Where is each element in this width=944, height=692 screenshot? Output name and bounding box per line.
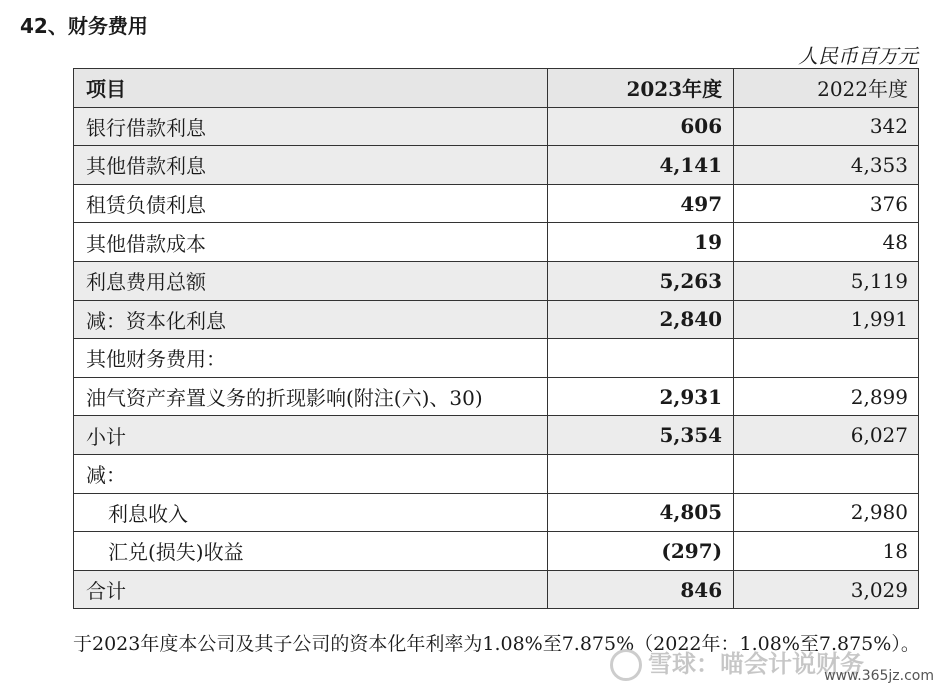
- table-row: [74, 493, 919, 532]
- row-label: 租赁负债利息: [74, 184, 548, 223]
- watermark-text: 雪球：喵会计说财务: [648, 650, 864, 678]
- table-row: [74, 261, 919, 300]
- value-2022: 2,899: [734, 377, 919, 416]
- header-2022: 2022年度: [734, 69, 919, 108]
- row-label: 利息费用总额: [74, 261, 548, 300]
- table-row: [74, 146, 919, 185]
- value-2022: 18: [734, 532, 919, 571]
- value-2022: 376: [734, 184, 919, 223]
- currency-unit: 人民币百万元: [798, 44, 918, 68]
- value-2022: 48: [734, 223, 919, 262]
- value-2022: 6,027: [734, 416, 919, 455]
- table-row: [74, 184, 919, 223]
- row-label: 小计: [74, 416, 548, 455]
- header-item: 项目: [74, 69, 548, 108]
- table-row: [74, 416, 919, 455]
- table-row: [74, 532, 919, 571]
- site-url: www.365jz.com: [824, 668, 934, 684]
- row-label: 其他借款成本: [74, 223, 548, 262]
- table-row: [74, 107, 919, 146]
- value-2022: 2,980: [734, 493, 919, 532]
- footnote: 于2023年度本公司及其子公司的资本化年利率为1.08%至7.875%（2022年：1.08%至7.875%）。: [73, 633, 920, 655]
- table-row: [74, 300, 919, 339]
- value-2023: 4,141: [547, 146, 733, 185]
- value-2023: 5,354: [547, 416, 733, 455]
- table-row: [74, 339, 919, 378]
- value-2022: [734, 454, 919, 493]
- row-label: 汇兑(损失)收益: [74, 532, 548, 571]
- value-2022: [734, 339, 919, 378]
- value-2023: 4,805: [547, 493, 733, 532]
- value-2023: 497: [547, 184, 733, 223]
- table-row: [74, 377, 919, 416]
- value-2023: [547, 339, 733, 378]
- snowball-logo-icon: [610, 649, 642, 681]
- row-label: 利息收入: [74, 493, 548, 532]
- value-2023: (297): [547, 532, 733, 571]
- row-label: 减：资本化利息: [74, 300, 548, 339]
- section-heading: 42、财务费用: [20, 14, 148, 38]
- row-label: 合计: [74, 570, 548, 609]
- value-2023: 2,840: [547, 300, 733, 339]
- row-label: 油气资产弃置义务的折现影响(附注(六)、30): [74, 377, 548, 416]
- value-2022: 1,991: [734, 300, 919, 339]
- table-row: [74, 223, 919, 262]
- value-2022: 4,353: [734, 146, 919, 185]
- row-label: 其他借款利息: [74, 146, 548, 185]
- value-2022: 3,029: [734, 570, 919, 609]
- value-2023: 5,263: [547, 261, 733, 300]
- value-2023: 19: [547, 223, 733, 262]
- value-2022: 5,119: [734, 261, 919, 300]
- row-label: 其他财务费用：: [74, 339, 548, 378]
- value-2023: 606: [547, 107, 733, 146]
- header-2023: 2023年度: [547, 69, 733, 108]
- value-2023: [547, 454, 733, 493]
- table-header-row: [74, 69, 919, 108]
- table-row: [74, 570, 919, 609]
- finance-expense-table: [73, 68, 919, 609]
- table-row: [74, 454, 919, 493]
- row-label: 银行借款利息: [74, 107, 548, 146]
- value-2023: 846: [547, 570, 733, 609]
- value-2023: 2,931: [547, 377, 733, 416]
- row-label: 减：: [74, 454, 548, 493]
- value-2022: 342: [734, 107, 919, 146]
